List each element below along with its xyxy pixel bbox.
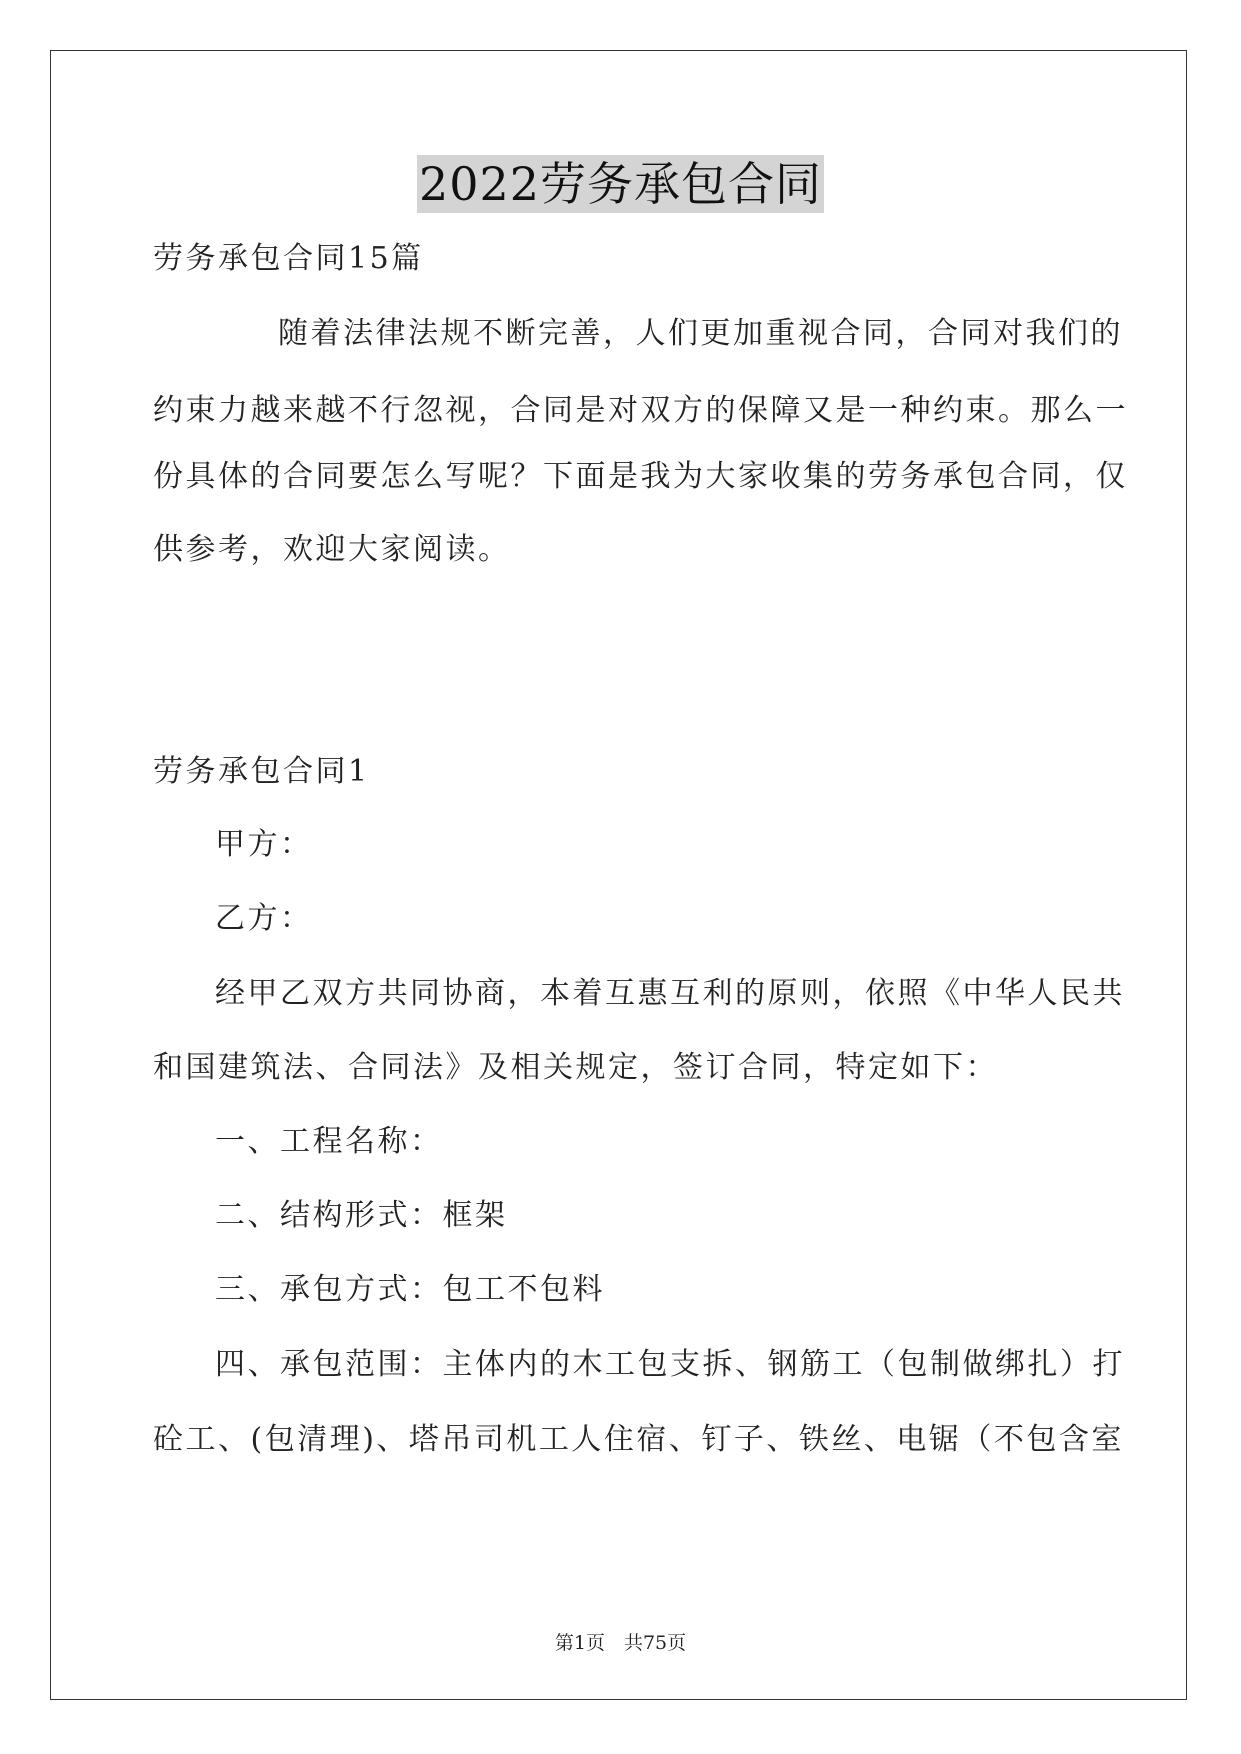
document-title: 2022劳务承包合同 <box>418 157 823 211</box>
clause-line: 二、结构形式：框架 <box>215 1198 508 1233</box>
scope-line: 四、承包范围：主体内的木工包支拆、钢筋工（包制做绑扎）打 <box>215 1347 1125 1382</box>
party-b-label: 乙方： <box>215 901 313 936</box>
agreement-line: 经甲乙双方共同协商，本着互惠互利的原则，依照《中华人民共 <box>215 976 1125 1011</box>
intro-line: 随着法律法规不断完善，人们更加重视合同，合同对我们的 <box>278 316 1123 351</box>
page-number-footer: 第1页 共75页 <box>554 1632 687 1654</box>
intro-line: 供参考，欢迎大家阅读。 <box>153 532 511 567</box>
intro-line: 约束力越来越不行忽视，合同是对双方的保障又是一种约束。那么一 <box>153 393 1128 428</box>
intro-line: 份具体的合同要怎么写呢？下面是我为大家收集的劳务承包合同，仅 <box>153 459 1128 494</box>
scope-line: 砼工、(包清理)、塔吊司机工人住宿、钉子、铁丝、电锯（不包含室 <box>153 1422 1124 1457</box>
section-heading: 劳务承包合同1 <box>153 754 370 789</box>
clause-line: 一、工程名称： <box>215 1124 443 1159</box>
agreement-line: 和国建筑法、合同法》及相关规定，签订合同，特定如下： <box>153 1050 998 1085</box>
document-subtitle: 劳务承包合同15篇 <box>153 241 424 276</box>
title-wrapper <box>0 155 1241 213</box>
clause-line: 三、承包方式：包工不包料 <box>215 1272 605 1307</box>
party-a-label: 甲方： <box>215 827 313 862</box>
